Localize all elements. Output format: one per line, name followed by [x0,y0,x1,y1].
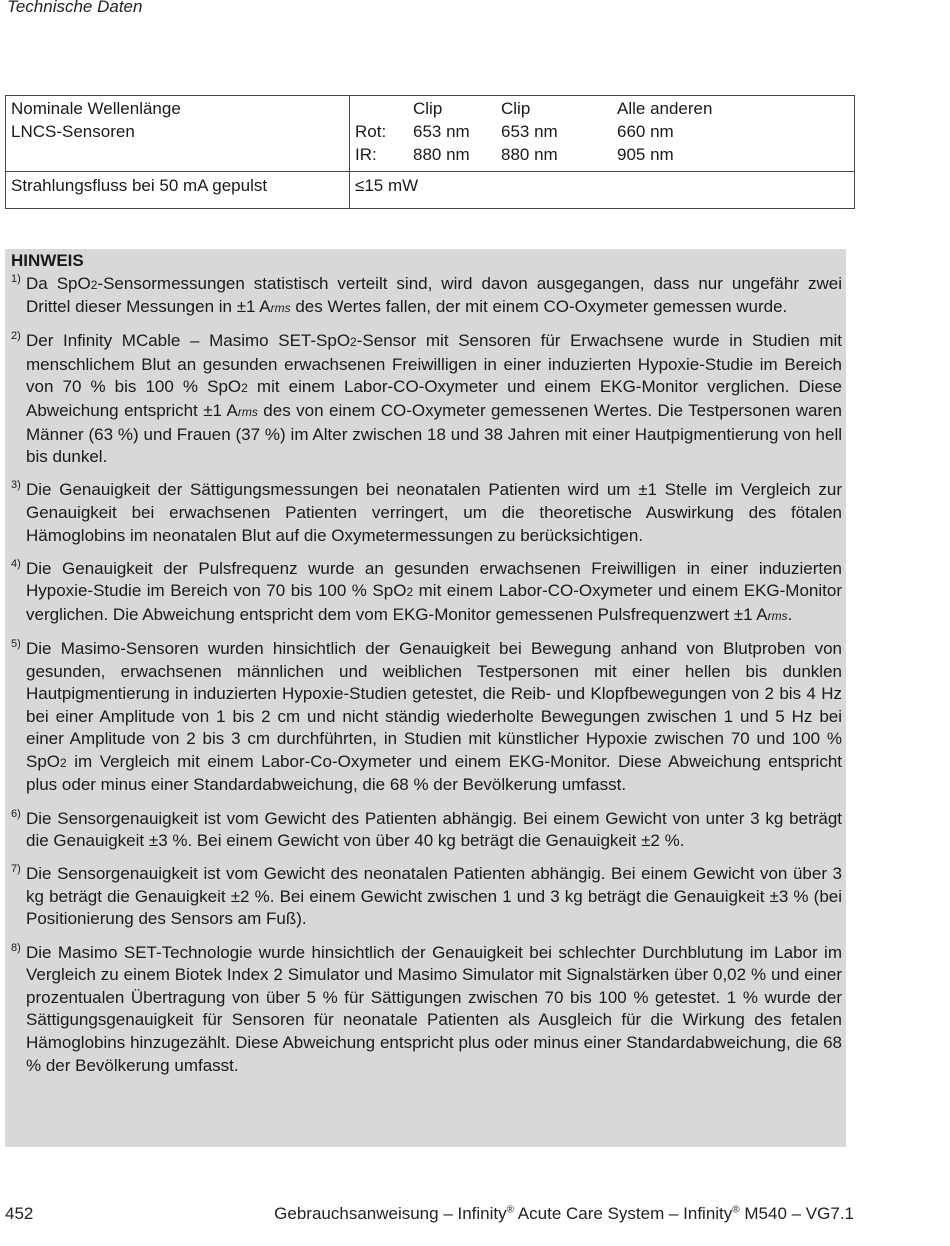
footnote-item [11,558,842,628]
ir-value: 880 nm [501,145,558,164]
table-row [6,96,855,172]
footnote-text: Die Genauigkeit der Sättigungsmessungen bei neonatalen Patienten wird um ±1 Stelle im Vergleich zur Genauigkeit bei erwachsenen Patienten verringert, um die theoretische Auswirkung des fötalen Hämoglobins im neonatalen Blut auf die Oxymetermessungen zu berücksichtigen. [26,480,842,545]
footnote-text: Die Sensorgenauigkeit ist vom Gewicht des neonatalen Patienten abhängig. Bei einem Gewicht von über 3 kg beträgt die Genauigkeit ±2 %. Bei einem Gewicht zwischen 1 und 3 kg beträgt die Genauigkeit ±3 % (bei Positionierung des Sensors am Fuß). [26,864,842,929]
note-box [5,249,846,1147]
ir-value: 880 nm [413,145,470,164]
footnote-number: 8) [11,941,21,954]
wavelength-values-cell [350,96,855,172]
footnote-item [11,942,842,1078]
radiant-flux-label: Strahlungsfluss bei 50 mA gepulst [6,172,350,209]
footnote-number: 1) [11,272,21,285]
ir-label: IR: [355,145,377,164]
footnote-number: 2) [11,330,21,343]
wavelength-grid [355,96,854,171]
footnote-number: 5) [11,637,21,650]
sensor-type-label: LNCS-Sensoren [11,122,135,141]
table-row [6,172,855,209]
grid-cell [355,97,413,120]
footnote-text: Der Infinity MCable – Masimo SET-SpO2-Sensor mit Sensoren für Erwachsene wurde in Studien mit menschlichem Blut an gesunden erwachsenen Freiwilligen in einer induzierten Hypoxie-Studie im Bereich von 70 % bis 100 % SpO2 mit einem Labor-CO-Oxymeter und einem EKG-Monitor verglichen. Diese Abweichung entspricht ±1 Arms des von einem CO-Oxymeter gemessenen Wertes. Die Testpersonen waren Männer (63 %) und Frauen (37 %) im Alter zwischen 18 und 38 Jahren mit einer Hautpigmentierung von hell bis dunkel. [26,331,843,467]
red-value: 653 nm [413,122,470,141]
footnote-item [11,808,842,853]
red-value: 653 nm [501,122,558,141]
red-value: 660 nm [617,122,674,141]
red-label: Rot: [355,122,387,141]
note-title: HINWEIS [11,251,84,270]
spec-table [5,95,855,209]
footnote-text: Die Sensorgenauigkeit ist vom Gewicht des Patienten abhängig. Bei einem Gewicht von unter 3 kg beträgt die Genauigkeit ±3 %. Bei einem Gewicht von über 40 kg beträgt die Genauigkeit ±2 %. [26,808,842,851]
column-header-others: Alle anderen [617,99,713,118]
ir-value: 905 nm [617,145,674,164]
footnote-item [11,330,842,469]
footnote-list [11,273,842,1078]
footnote-item [11,479,842,547]
column-header-clip-2: Clip [501,99,531,118]
footnote-item [11,638,842,797]
wavelength-label-cell [6,96,350,172]
footnote-item [11,863,842,931]
footnote-text: Die Masimo SET-Technologie wurde hinsichtlich der Genauigkeit bei schlechter Durchblutung im Labor im Vergleich zu einem Biotek Index 2 Simulator und Masimo Simulator mit Signalstärken über 0,02 % und einer prozentualen Übertragung von über 5 % für Sättigungen zwischen 70 bis 100 % getestet. 1 % wurde der Sättigungsgenauigkeit für Sensoren für neonatale Patienten als Ausgleich für die Wirkung des fetalen Hämoglobins hinzugezählt. Diese Abweichung entspricht plus oder minus einer Standardabweichung, die 68 % der Bevölkerung umfasst. [26,942,842,1075]
footnote-number: 3) [11,479,21,492]
wavelength-label: Nominale Wellenlänge [11,99,181,118]
footnote-item [11,273,842,320]
page-number: 452 [5,1204,34,1223]
footnote-text: Da SpO2-Sensormessungen statistisch verteilt sind, wird davon ausgegangen, dass nur ungefähr zwei Drittel dieser Messungen in ±1 Arms des Wertes fallen, der mit einem CO-Oxymeter gemessen wurde. [26,273,842,317]
radiant-flux-value: ≤15 mW [350,172,855,209]
column-header-clip: Clip [413,99,443,118]
footnote-number: 4) [11,557,21,570]
document-title: Gebrauchsanweisung – Infinity® Acute Care System – Infinity® M540 – VG7.1 [274,1204,854,1223]
footnote-text: Die Genauigkeit der Pulsfrequenz wurde an gesunden erwachsenen Freiwilligen in einer induzierten Hypoxie-Studie im Bereich von 70 bis 100 % SpO2 mit einem Labor-CO-Oxymeter und einem EKG-Monitor verglichen. Die Abweichung entspricht dem vom EKG-Monitor gemessenen Pulsfrequenzwert ±1 Arms. [26,558,842,624]
footnote-number: 7) [11,863,21,876]
footnote-number: 6) [11,807,21,820]
footnote-text: Die Masimo-Sensoren wurden hinsichtlich der Genauigkeit bei Bewegung anhand von Blutproben von gesunden, erwachsenen männlichen und weiblichen Testpersonen mit einer hellen bis dunklen Hautpigmentierung in induzierten Hypoxie-Studien getestet, die Reib- und Klopfbewegungen von 2 bis 4 Hz bei einer Amplitude von 1 bis 2 cm und nicht ständig wiederholte Bewegungen zwischen 1 und 5 Hz bei einer Amplitude von 2 bis 3 cm durchführten, in Studien mit künstlicher Hypoxie zwischen 70 und 100 % SpO2 im Vergleich mit einem Labor-Co-Oxymeter und einem EKG-Monitor. Diese Abweichung entspricht plus oder minus einer Standardabweichung, die 68 % der Bevölkerung umfasst. [26,638,842,795]
section-header: Technische Daten [7,0,143,16]
